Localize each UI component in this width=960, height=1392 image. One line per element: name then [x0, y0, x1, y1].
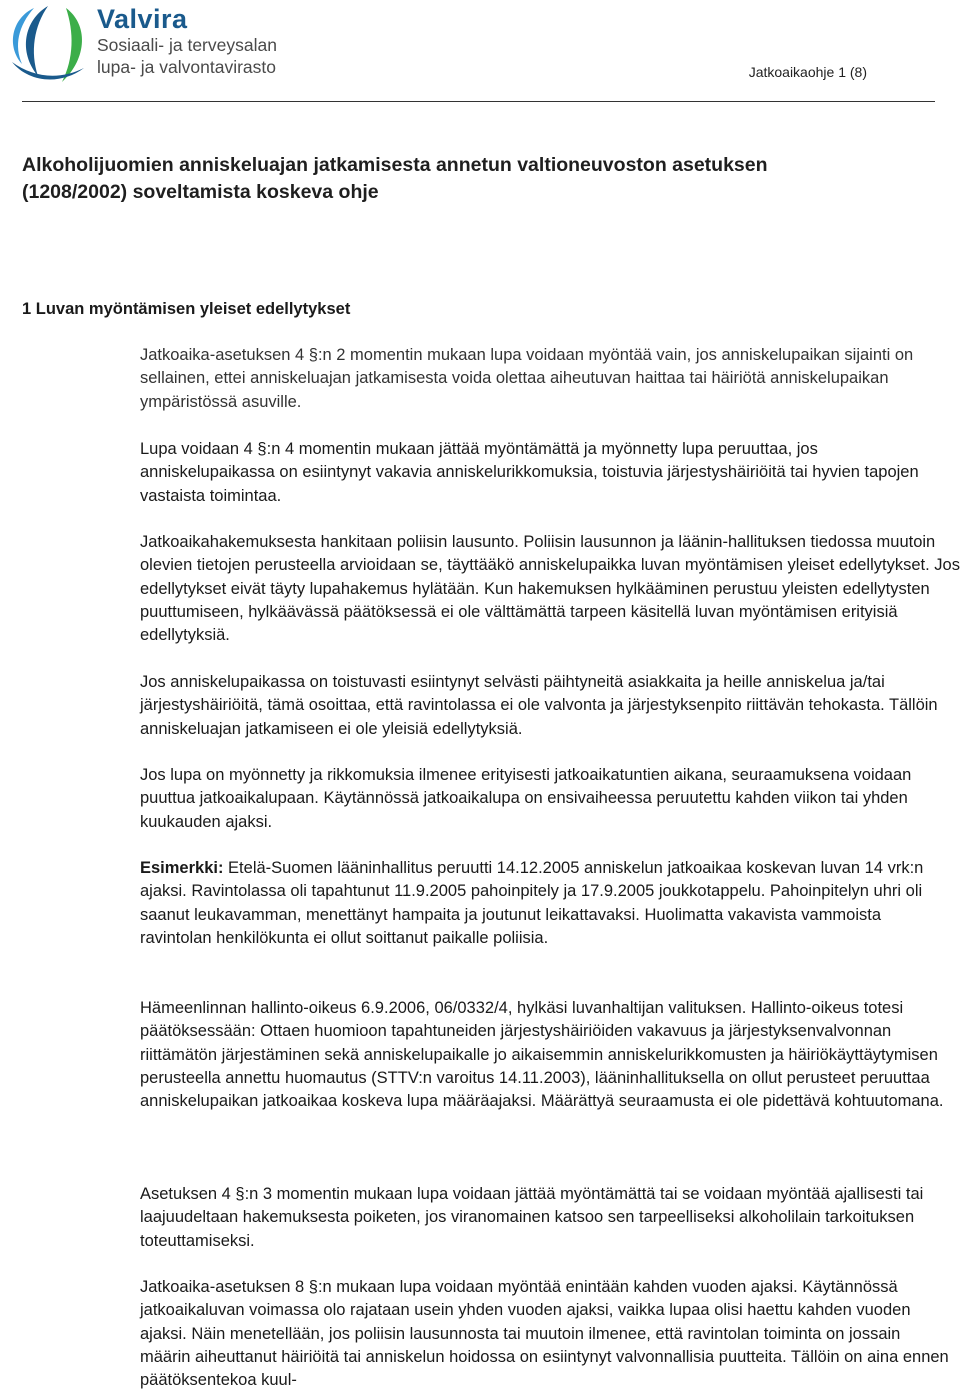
document-title-line-1: Alkoholijuomien anniskeluajan jatkamisesta annetun valtioneuvoston asetuksen: [22, 154, 768, 176]
paragraph-1: Jatkoaika-asetuksen 4 §:n 2 momentin mukaan lupa voidaan myöntää vain, jos anniskelupaikan sijainti on sellainen, ettei anniskeluajan jatkamisesta voida olettaa aiheutuvan haittaa tai häiriötä anniskelupaikan ympäristössä asuville.: [140, 346, 914, 411]
document-title: [22, 152, 922, 206]
header-divider: [22, 101, 935, 102]
paragraph-9: Jatkoaika-asetuksen 8 §:n mukaan lupa voidaan myöntää enintään kahden vuoden ajaksi. Käytännössä jatkoaikaluvan voimassa olo rajataan usein yhden vuoden ajaksi, vaikka lupaa olisi haettu kahden vuoden ajaksi. Näin menetellään, jos poliisin lausunnosta tai muutoin ilmenee, että ravintolan toiminta on jossain määrin aiheuttanut häiriöitä tai anniskelun hoidossa on esiintynyt valvonnallisia puutteita. Tällöin on aina ennen päätöksentekoa kuul-: [140, 1278, 949, 1390]
paragraph-4: Jos anniskelupaikassa on toistuvasti esiintynyt selvästi päihtyneitä asiakkaita ja heille anniskelua ja/tai järjestyshäiriöitä, tämä osoittaa, että ravintolassa ei ole valvonta ja järjestyksenpito riittävän tehokasta. Tällöin anniskeluajan jatkamiseen ei ole yleisiä edellytyksiä.: [140, 673, 938, 738]
org-name: Valvira: [97, 4, 188, 34]
paragraph-7: Hämeenlinnan hallinto-oikeus 6.9.2006, 06/0332/4, hylkäsi luvanhaltijan valituksen. Hallinto-oikeus totesi päätöksessään: Ottaen huomioon tapahtuneiden järjestyshäiriöiden vakavuus ja järjestyksenvalvonnan riittämätön järjestäminen sekä anniskelupaikalle jo aikaisemmin anniskelurikkomusten ja häiriökäyttäytymisen perusteella annettu huomautus (STTV:n varoitus 14.11.2003), lääninhallituksella on ollut perusteet peruuttaa anniskelupaikan jatkoaikaa koskeva lupa määräajaksi. Määrättyä seuraamusta ei ole pidettävä kohtuutomana.: [140, 999, 944, 1111]
logo-text: [97, 4, 277, 78]
paragraph-3: Jatkoaikahakemuksesta hankitaan poliisin lausunto. Poliisin lausunnon ja läänin-hallituksen tiedossa muutoin olevien tietojen perusteella arvioidaan se, täyttääkö anniskelupaikka luvan myöntämisen yleiset edellytykset. Jos edellytykset eivät täyty lupahakemus hylätään. Kun hakemuksen hylkääminen perustuu yleisten edellytysten puuttumiseen, hylkäävässä päätöksessä ei ole välttämättä tarpeen käsitellä luvan myöntämisen erityisiä edellytyksiä.: [140, 533, 960, 645]
example-label: Esimerkki:: [140, 859, 224, 877]
org-subtitle-2: lupa- ja valvontavirasto: [97, 57, 276, 77]
valvira-logo-icon: [4, 2, 96, 88]
paragraph-8: Asetuksen 4 §:n 3 momentin mukaan lupa voidaan jättää myöntämättä tai se voidaan myöntää ajallisesti tai laajuudeltaan hakemuksesta poiketen, jos viranomainen katsoo sen tarpeelliseksi alkoholilain tarkoituksen toteuttamiseksi.: [140, 1185, 924, 1250]
paragraph-example: [140, 857, 952, 950]
section-heading: 1 Luvan myöntämisen yleiset edellytykset: [22, 300, 351, 318]
org-subtitle-1: Sosiaali- ja terveysalan: [97, 35, 277, 55]
paragraph-5: Jos lupa on myönnetty ja rikkomuksia ilmenee erityisesti jatkoaikatuntien aikana, seuraamuksena voidaan puuttua jatkoaikalupaan. Käytännössä jatkoaikalupa on ensivaiheessa peruutettu kahden viikon tai yhden kuukauden ajaksi.: [140, 766, 912, 831]
example-text: Etelä-Suomen lääninhallitus peruutti 14.12.2005 anniskelun jatkoaikaa koskevan luvan 14 vrk:n ajaksi. Ravintolassa oli tapahtunut 11.9.2005 pahoinpitely ja 17.9.2005 joukkotappelu. Pahoinpitelyn uhri oli saanut leukavamman, menettänyt hampaita ja joutunut leikattavaksi. Huolimatta vakavista vammoista ravintolan henkilökunta ei ollut soittanut paikalle poliisia.: [140, 859, 924, 947]
paragraph-2: Lupa voidaan 4 §:n 4 momentin mukaan jättää myöntämättä ja myönnetty lupa peruuttaa, jos anniskelupaikassa on esiintynyt vakavia anniskelurikkomuksia, toistuvia järjestyshäiriöitä tai hyvien tapojen vastaista toimintaa.: [140, 440, 919, 505]
document-title-line-2: (1208/2002) soveltamista koskeva ohje: [22, 181, 379, 203]
page-reference: Jatkoaikaohje 1 (8): [748, 64, 867, 80]
